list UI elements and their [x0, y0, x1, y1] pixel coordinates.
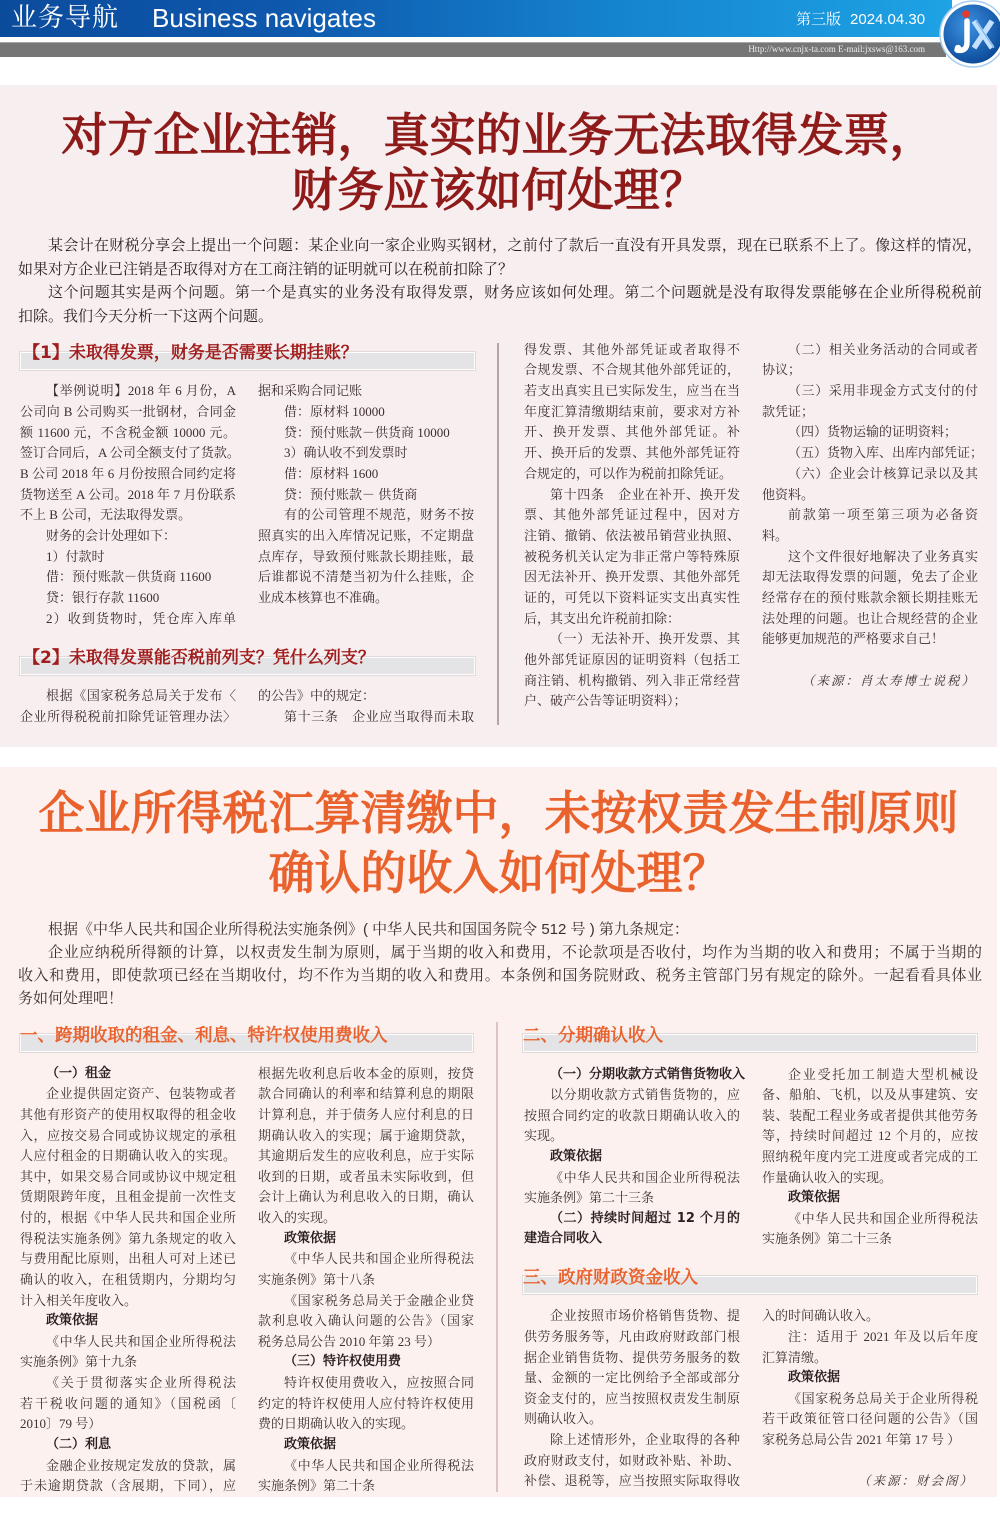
text-line: 若干税收问题的通知》（国税函〔 — [20, 1395, 236, 1411]
text-line: 第十三条 企业应当取得而未取 — [284, 709, 474, 725]
article-2-intro — [18, 918, 982, 1010]
text-line: 若支出真实且已实际发生，应当在当 — [524, 383, 740, 399]
contact-info: Http://www.cnjx-ta.com E-mail:jxsws@163.com — [748, 44, 925, 54]
text-line: 这个问题其实是两个问题。第一个是真实的业务没有取得发票，财务应该如何处理。第二个问题就是没有取得发票能够在企业所得税税前 — [48, 284, 982, 301]
text-line: 款利息收入确认问题的公告》（国家 — [258, 1313, 474, 1329]
text-line: 后谁都说不清楚当初为什么挂账，企 — [258, 569, 474, 585]
article-1-s2-column-c — [524, 340, 740, 712]
text-line: （五）货物入库、出库内部凭证； — [788, 445, 984, 461]
text-line: （一）无法补开、换开发票、其 — [550, 631, 740, 647]
text-line: 装、装配工程业务或者提供其他劳务 — [762, 1107, 978, 1123]
text-line: 法处理的问题。也让合规经营的企业 — [762, 610, 978, 626]
text-line: 的公告》中的规定： — [258, 688, 376, 704]
text-line: 根据《中华人民共和国企业所得税法实施条例》( 中华人民共和国国务院令 512 号 ) 第九条规定： — [48, 920, 689, 938]
text-line: 2010〕79 号） — [20, 1416, 102, 1432]
text-line: 照纳税年度内完工进度或者完成的工 — [762, 1149, 978, 1165]
text-line: 业成本核算也不准确。 — [258, 589, 389, 605]
text-line: 公司向 B 公司购买一批钢材，合同金 — [20, 404, 236, 420]
text-line: 政府财政支付，如财政补贴、补助、 — [524, 1452, 740, 1468]
text-line: 据和采购合同记账 — [258, 383, 363, 399]
masthead-bar — [0, 0, 952, 37]
article-2-section-2-heading — [523, 1024, 977, 1056]
text-line: 企业应纳税所得额的计算，以权责发生制为原则，属于当期的收入和费用，不论款项是否收付，均作为当期的收入和费用；不属于当期的 — [48, 943, 982, 961]
text-line: 第十四条 企业在补开、换开发 — [550, 486, 740, 502]
text-line: 《国家税务总局关于金融企业贷 — [284, 1292, 474, 1308]
text-line: 实施条例》第十九条 — [20, 1354, 138, 1370]
text-line: 借：预付账款－供货商 11600 — [46, 569, 212, 585]
text-line: 量、金额的一定比例给予全部或部分 — [524, 1370, 740, 1386]
text-line: 货物送至 A 公司。2018 年 7 月份联系 — [20, 486, 236, 502]
text-line: 后，其支出允许税前扣除： — [524, 610, 681, 626]
text-line: 注销、撤销、依法被吊销营业执照、 — [524, 527, 740, 543]
section-heading-text: 【1】未取得发票，财务是否需要长期挂账？ — [23, 343, 358, 363]
text-line: 户、破产公告等证明资料）； — [524, 693, 687, 709]
text-line: 经常存在的预付账款余额长期挂账无 — [762, 589, 978, 605]
article-2-s3-column-d — [762, 1306, 978, 1450]
article-2-title — [0, 783, 997, 903]
article-1-section-2-heading — [20, 645, 475, 677]
text-line: 《中华人民共和国企业所得税法 — [284, 1251, 474, 1267]
section-heading-text: 【2】未取得发票能否税前列支？凭什么列支？ — [23, 648, 375, 668]
text-line: 企业按照市场价格销售货物、提 — [550, 1308, 740, 1324]
text-line: 借：原材料 1600 — [284, 466, 379, 482]
text-line: （四）货物运输的证明资料； — [788, 424, 958, 440]
text-line: （二）相关业务活动的合同或者 — [788, 341, 978, 357]
text-line: 入的时间确认收入。 — [762, 1308, 880, 1324]
article-2-s1-column-a — [20, 1064, 236, 1497]
text-line: 其他有形资产的使用权取得的租金收 — [20, 1106, 236, 1122]
text-line: 其逾期后发生的应收利息，应于实际 — [258, 1148, 474, 1164]
text-line: 却无法取得发票的问题，免去了企业 — [762, 569, 978, 585]
text-line: 不上 B 公司，无法取得发票。 — [20, 507, 192, 523]
article-1-s2-column-a — [20, 686, 236, 727]
text-line: 证的，可凭以下资料证实支出真实性 — [524, 589, 740, 605]
jx-logo-icon — [938, 0, 1000, 70]
article-2-section-1-heading — [20, 1024, 473, 1056]
text-line: 计算利息，并于债务人应付利息的日 — [258, 1106, 474, 1122]
text-line: 商注销、机构撤销、列入非正常经营 — [524, 672, 740, 688]
text-line: 【举例说明】2018 年 6 月份，A — [46, 383, 236, 399]
text-line: 得发票、其他外部凭证或者取得不 — [524, 341, 740, 357]
text-line: 票、其他外部凭证过程中，因对方 — [524, 507, 740, 523]
text-line: 款合同确认的利率和结算利息的期限 — [258, 1086, 474, 1102]
text-line: 点库存，导致预付账款长期挂账，最 — [258, 548, 474, 564]
text-line: 实施条例》第二十三条 — [762, 1231, 893, 1247]
text-line: 收入和费用，即使款项已经在当期收付，均不作为当期的收入和费用。本条例和国务院财政、税务主管部门另有规定的除外。一起看看具体业 — [18, 966, 982, 984]
subheading-line: （一）租金 — [46, 1065, 112, 1081]
text-line: 《关于贯彻落实企业所得税法 — [46, 1375, 236, 1391]
article-2-section-3-heading — [523, 1266, 977, 1298]
text-line: 实施条例》第十八条 — [258, 1271, 376, 1287]
text-line: 《中华人民共和国企业所得税法 — [46, 1333, 236, 1349]
subheading-line: 政策依据 — [284, 1230, 337, 1246]
subheading-line: （一）分期收款方式销售货物收入 — [550, 1066, 746, 1082]
section-heading-text: 二、分期确认收入 — [523, 1026, 663, 1046]
text-line: 有的公司管理不规范，财务不按 — [284, 507, 474, 523]
subheading-line: 政策依据 — [788, 1190, 841, 1206]
text-line: 他资料。 — [762, 486, 815, 502]
text-line: 签订合同后，A 公司全额支付了货款。 — [20, 445, 240, 461]
text-line: 等，持续时间超过 12 个月的，应按 — [762, 1128, 978, 1144]
text-line: 特许权使用费收入，应按照合同 — [284, 1375, 474, 1391]
text-line: 付的，根据《中华人民共和国企业所 — [20, 1210, 236, 1226]
text-line: 收入的实现。 — [258, 1210, 337, 1226]
article-1-s1-column-a — [20, 381, 240, 629]
issue-date: 2024.04.30 — [850, 11, 926, 28]
edition-label: 第三版 — [796, 11, 842, 28]
text-line: 赁期限跨年度，且租金提前一次性支 — [20, 1189, 236, 1205]
article-1-s1-column-b — [258, 381, 474, 608]
column-divider — [497, 343, 499, 725]
text-line: 财务的会计处理如下： — [46, 527, 177, 543]
contact-bar — [0, 42, 946, 57]
text-line: 确认的收入，在租赁期内，分期均匀 — [20, 1271, 236, 1287]
text-line: 计入相关年度收入。 — [20, 1292, 138, 1308]
text-line: 收到的日期，或者虽未实际收到，但 — [258, 1168, 474, 1184]
text-line: 与费用配比原则，出租人可对上述已 — [20, 1251, 236, 1267]
text-line: 税务总局公告 2010 年第 23 号） — [258, 1333, 441, 1349]
text-line: 其中，如果交易合同或协议中规定租 — [20, 1168, 236, 1184]
subheading-line: 政策依据 — [550, 1149, 603, 1165]
text-line: 实施条例》第二十条 — [258, 1478, 376, 1494]
article-2-s3-column-c — [524, 1306, 740, 1491]
text-line: 前款第一项至第三项为必备资 — [788, 507, 978, 523]
text-line: 根据《国家税务总局关于发布〈 — [46, 688, 236, 704]
text-line: 照真实的出入库情况记账，不定期盘 — [258, 527, 474, 543]
text-line: 开、换开后的发票、其他外部凭证符 — [524, 445, 740, 461]
text-line: 费的日期确认收入的实现。 — [258, 1416, 415, 1432]
section-name-en: Business navigates — [152, 3, 377, 33]
text-line: 扣除。我们今天分析一下这两个问题。 — [18, 307, 274, 325]
text-line: 《中华人民共和国企业所得税法 — [550, 1169, 740, 1185]
text-line: 《中华人民共和国企业所得税法 — [788, 1210, 978, 1226]
text-line: 则确认收入。 — [524, 1411, 603, 1427]
text-line: 款凭证； — [762, 403, 815, 419]
text-line: 3）确认收不到发票时 — [284, 445, 408, 461]
article-1-title-line-2: 财务应该如何处理？ — [291, 163, 706, 217]
text-line: 注：适用于 2021 年及以后年度 — [788, 1328, 978, 1344]
text-line: （六）企业会计核算记录以及其 — [788, 465, 978, 481]
text-line: 根据先收利息后收本金的原则，按贷 — [258, 1065, 474, 1081]
text-line: 被税务机关认定为非正常户等特殊原 — [524, 548, 740, 564]
text-line: 企业所得税税前扣除凭证管理办法〉 — [20, 709, 236, 725]
article-1-s2-column-b — [258, 686, 474, 727]
text-line: 期确认收入的实现；属于逾期贷款， — [258, 1127, 474, 1143]
article-1-section-1-heading — [20, 340, 475, 372]
text-line: 入，应按交易合同或协议规定的承租 — [20, 1127, 236, 1143]
text-line: 会计上确认为利息收入的日期，确认 — [258, 1189, 474, 1205]
text-line: 汇算清缴。 — [762, 1349, 828, 1365]
section-heading-text: 一、跨期收取的租金、利息、特许权使用费收入 — [20, 1026, 388, 1046]
text-line: 年度汇算清缴期结束前，要求对方补 — [524, 403, 740, 419]
text-line: 作量确认收入的实现。 — [762, 1169, 893, 1185]
article-2-title-line-2: 确认的收入如何处理？ — [268, 846, 729, 900]
text-line: 金融企业按规定发放的贷款，属 — [46, 1457, 236, 1473]
text-line: 若干政策征管口径问题的公告》（国 — [762, 1411, 978, 1427]
text-line: 如果对方企业已注销是否取得对方在工商注销的证明就可以在税前扣除了？ — [18, 260, 514, 278]
text-line: 家税务总局公告 2021 年第 17 号 ） — [762, 1431, 961, 1447]
text-line: B 公司 2018 年 6 月份按照合同约定将 — [20, 466, 236, 482]
edition-date — [796, 1, 925, 38]
text-line: 协议； — [762, 362, 802, 378]
text-line: 开、换开发票、其他外部凭证。补 — [524, 424, 740, 440]
article-1-title-line-1: 对方企业注销，真实的业务无法取得发票， — [61, 108, 936, 162]
column-divider — [496, 1022, 498, 1492]
text-line: 额 11600 元，不含税金额 10000 元。 — [20, 424, 236, 440]
section-name-cn: 业务导航 — [11, 3, 120, 33]
subheading-line: 建造合同收入 — [524, 1231, 603, 1247]
text-line: 这个文件很好地解决了业务真实 — [788, 548, 978, 564]
text-line: 贷：银行存款 11600 — [46, 589, 160, 605]
text-line: 按照合同约定的收款日期确认收入的 — [524, 1107, 740, 1123]
text-line: 2）收到货物时，凭仓库入库单 — [46, 610, 236, 626]
text-line: 企业提供固定资产、包装物或者 — [46, 1086, 236, 1102]
text-line: 《中华人民共和国企业所得税法 — [284, 1457, 474, 1473]
text-line: 1）付款时 — [46, 548, 105, 564]
text-line: 合规发票、不合规其他外部凭证的， — [524, 362, 740, 378]
text-line: 于未逾期贷款（含展期，下同），应 — [20, 1478, 236, 1494]
text-line: 实现。 — [524, 1128, 564, 1144]
subheading-line: （二）持续时间超过 12 个月的 — [550, 1210, 740, 1226]
article-2-s2-column-c — [524, 1065, 746, 1250]
text-line: 供劳务服务等，凡由政府财政部门根 — [524, 1328, 740, 1344]
text-line: 料。 — [762, 527, 789, 543]
subheading-line: （三）特许权使用费 — [284, 1354, 402, 1370]
text-line: 贷：预付账款－ 供货商 — [284, 486, 418, 502]
text-line: 得税法实施条例》第九条规定的收入 — [20, 1230, 236, 1246]
article-1-intro — [18, 234, 982, 328]
text-line: 约定的特许权使用人应付特许权使用 — [258, 1395, 474, 1411]
text-line: （三）采用非现金方式支付的付 — [788, 383, 978, 399]
text-line: 据企业销售货物、提供劳务服务的数 — [524, 1349, 740, 1365]
article-2-s2-column-d — [762, 1065, 978, 1250]
article-2-title-line-1: 企业所得税汇算清缴中，未按权责发生制原则 — [38, 786, 959, 840]
text-line: 能够更加规范的严格要求自己！ — [762, 631, 945, 647]
text-line: 借：原材料 10000 — [284, 404, 385, 420]
text-line: 他外部凭证原因的证明资料（包括工 — [524, 652, 740, 667]
text-line: 因无法补开、换开发票、其他外部凭 — [524, 569, 740, 585]
text-line: 备、船舶、飞机，以及从事建筑、安 — [762, 1087, 978, 1103]
text-line: 补偿、退税等，应当按照实际取得收 — [524, 1473, 740, 1489]
subheading-line: 政策依据 — [46, 1313, 99, 1329]
text-line: 实施条例》第二十三条 — [524, 1190, 655, 1206]
article-1-title — [0, 108, 997, 218]
section-heading-text: 三、政府财政资金收入 — [523, 1268, 698, 1288]
text-line: 《国家税务总局关于企业所得税 — [788, 1390, 978, 1406]
subheading-line: （二）利息 — [46, 1436, 112, 1452]
text-line: 企业受托加工制造大型机械设 — [788, 1066, 978, 1082]
article-1-source: （来源：肖太寿博士说税） — [801, 672, 976, 688]
text-line: 资金支付的，应当按照权责发生制原 — [524, 1390, 740, 1406]
article-2-s1-column-b — [258, 1064, 474, 1497]
subheading-line: 政策依据 — [284, 1436, 337, 1452]
text-line: 除上述情形外，企业取得的各种 — [550, 1431, 740, 1447]
text-line: 以分期收款方式销售货物的，应 — [550, 1087, 740, 1103]
text-line: 合规定的，可以作为税前扣除凭证。 — [524, 465, 733, 481]
article-2-source: （来源：财会阁） — [857, 1473, 974, 1489]
subheading-line: 政策依据 — [788, 1370, 841, 1386]
text-line: 某会计在财税分享会上提出一个问题：某企业向一家企业购买钢材，之前付了款后一直没有开具发票，现在已联系不上了。像这样的情况， — [48, 237, 982, 254]
text-line: 人应付租金的日期确认收入的实现。 — [20, 1148, 236, 1164]
text-line: 贷：预付账款－供货商 10000 — [284, 424, 450, 440]
text-line: 务如何处理吧！ — [18, 989, 124, 1007]
article-1-s2-column-d — [762, 340, 984, 650]
